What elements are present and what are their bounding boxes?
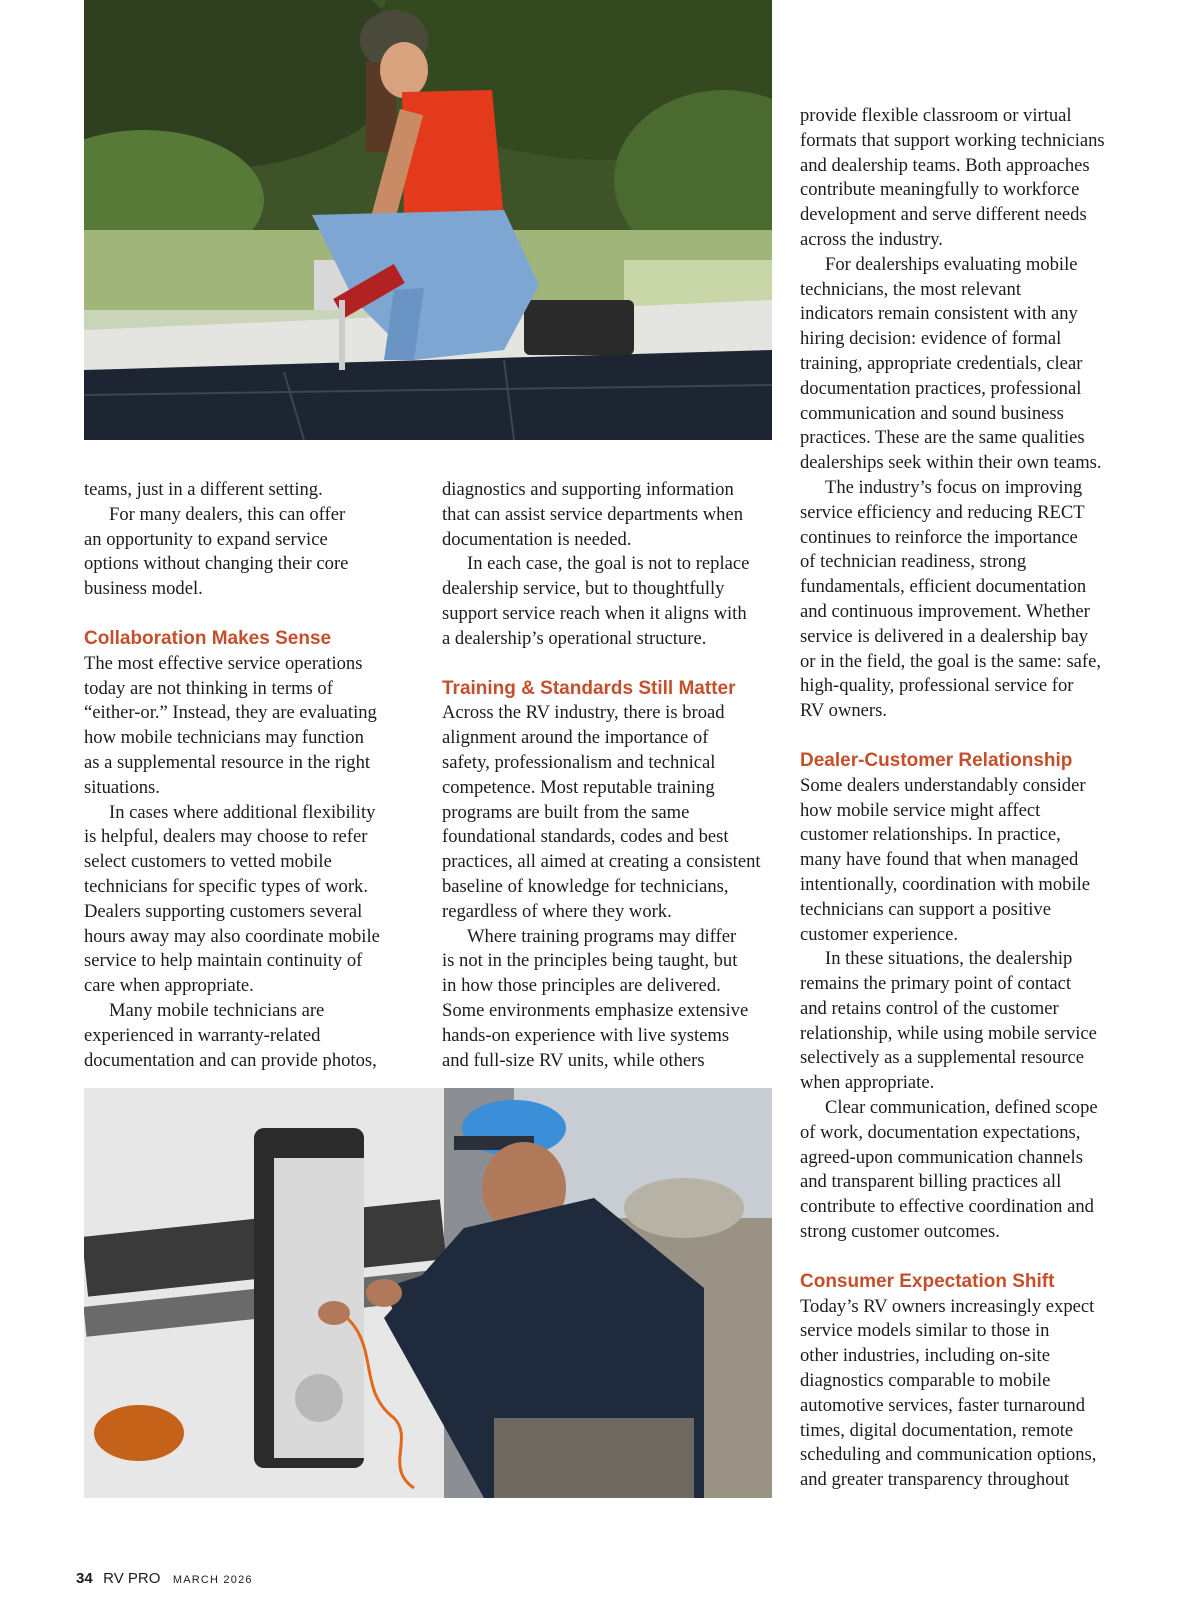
text-line: and retains control of the customer: [800, 997, 1059, 1019]
paragraph: [800, 104, 1134, 253]
text-line: “either-or.” Instead, they are evaluating: [84, 702, 377, 724]
paragraph: [442, 552, 776, 651]
text-line: service is delivered in a dealership bay: [800, 625, 1089, 647]
text-line: hours away may also coordinate mobile: [84, 925, 380, 947]
text-line: diagnostics and supporting information: [442, 479, 734, 500]
text-line: customer experience.: [800, 923, 958, 945]
text-line: formats that support working technicians: [800, 129, 1105, 151]
text-line: technicians can support a positive: [800, 898, 1051, 920]
paragraph: [800, 476, 1134, 724]
text-line: communication and sound business: [800, 402, 1064, 424]
text-line: In cases where additional flexibility: [109, 801, 376, 823]
text-line: In these situations, the dealership: [825, 948, 1073, 970]
text-line: fundamentals, efficient documentation: [800, 576, 1087, 598]
text-line: how mobile service might affect: [800, 799, 1041, 821]
text-line: safety, professionalism and technical: [442, 751, 716, 773]
text-line: The most effective service operations: [84, 652, 363, 674]
text-line: practices, all aimed at creating a consistent: [442, 851, 761, 873]
text-line: and greater transparency throughout: [800, 1469, 1069, 1491]
paragraph: [442, 701, 776, 924]
text-line: an opportunity to expand service: [84, 528, 328, 550]
text-line: hiring decision: evidence of formal: [800, 328, 1062, 350]
paragraph: [800, 947, 1134, 1096]
text-line: in how those principles are delivered.: [442, 975, 721, 997]
text-line: diagnostics comparable to mobile: [800, 1370, 1051, 1392]
section-heading: Dealer-Customer Relationship: [800, 749, 1073, 771]
text-line: baseline of knowledge for technicians,: [442, 875, 729, 897]
text-line: experienced in warranty-related: [84, 1024, 321, 1046]
text-line: continues to reinforce the importance: [800, 526, 1078, 548]
text-line: selectively as a supplemental resource: [800, 1047, 1084, 1069]
text-line: remains the primary point of contact: [800, 973, 1072, 995]
text-line: The industry’s focus on improving: [825, 476, 1083, 498]
text-line: of work, documentation expectations,: [800, 1121, 1081, 1143]
paragraph: [84, 478, 418, 503]
text-line: dealerships seek within their own teams.: [800, 452, 1102, 474]
section-heading: Collaboration Makes Sense: [84, 627, 332, 649]
text-line: intentionally, coordination with mobile: [800, 873, 1091, 895]
text-line: documentation is needed.: [442, 528, 632, 550]
text-line: Many mobile technicians are: [109, 999, 325, 1021]
text-line: technicians for specific types of work.: [84, 875, 368, 897]
article-column-3: [800, 104, 1134, 1493]
text-line: relationship, while using mobile service: [800, 1022, 1097, 1044]
text-line: and dealership teams. Both approaches: [800, 154, 1090, 176]
text-line: foundational standards, codes and best: [442, 826, 729, 848]
rv-compartment-technician-photo: [84, 1088, 772, 1498]
text-line: how mobile technicians may function: [84, 727, 364, 749]
paragraph: [84, 503, 418, 602]
text-line: Today’s RV owners increasingly expect: [800, 1295, 1095, 1317]
text-line: and full-size RV units, while others: [442, 1049, 705, 1071]
text-line: or in the field, the goal is the same: safe,: [800, 650, 1102, 672]
paragraph: [442, 925, 776, 1074]
text-line: care when appropriate.: [84, 975, 254, 997]
text-line: RV owners.: [800, 700, 888, 722]
text-line: strong customer outcomes.: [800, 1221, 1000, 1243]
text-line: teams, just in a different setting.: [84, 479, 323, 500]
text-line: practices. These are the same qualities: [800, 427, 1085, 449]
article-column-2: [442, 478, 776, 1073]
text-line: situations.: [84, 776, 160, 798]
magazine-name: RV PRO: [103, 1570, 161, 1587]
text-line: Some dealers understandably consider: [800, 774, 1086, 796]
paragraph: [442, 478, 776, 552]
text-line: high-quality, professional service for: [800, 675, 1074, 697]
text-line: technicians, the most relevant: [800, 278, 1021, 300]
text-line: Where training programs may differ: [467, 925, 737, 947]
text-line: as a supplemental resource in the right: [84, 751, 371, 773]
paragraph: [84, 801, 418, 999]
text-line: Across the RV industry, there is broad: [442, 702, 725, 724]
text-line: and continuous improvement. Whether: [800, 600, 1090, 622]
text-line: times, digital documentation, remote: [800, 1419, 1074, 1441]
paragraph: [800, 253, 1134, 476]
page-footer: [76, 1570, 253, 1588]
text-line: automotive services, faster turnaround: [800, 1394, 1086, 1416]
text-line: In each case, the goal is not to replace: [467, 553, 750, 575]
text-line: For many dealers, this can offer: [109, 503, 346, 525]
text-line: and transparent billing practices all: [800, 1171, 1062, 1193]
text-line: agreed-upon communication channels: [800, 1146, 1083, 1168]
text-line: a dealership’s operational structure.: [442, 627, 707, 649]
text-line: support service reach when it aligns with: [442, 602, 747, 624]
text-line: customer relationships. In practice,: [800, 824, 1061, 846]
paragraph: [800, 1096, 1134, 1245]
text-line: For dealerships evaluating mobile: [825, 253, 1078, 275]
text-line: business model.: [84, 578, 203, 600]
text-line: Clear communication, defined scope: [825, 1097, 1098, 1119]
text-line: competence. Most reputable training: [442, 776, 715, 798]
text-line: today are not thinking in terms of: [84, 677, 333, 699]
article-column-1: [84, 478, 418, 1073]
text-line: contribute meaningfully to workforce: [800, 179, 1080, 201]
text-line: training, appropriate credentials, clear: [800, 352, 1083, 374]
text-line: dealership service, but to thoughtfully: [442, 578, 725, 600]
text-line: service efficiency and reducing RECT: [800, 501, 1085, 523]
text-line: when appropriate.: [800, 1072, 935, 1094]
text-line: is helpful, dealers may choose to refer: [84, 826, 368, 848]
text-line: hands-on experience with live systems: [442, 1024, 730, 1046]
text-line: indicators remain consistent with any: [800, 303, 1078, 325]
text-line: scheduling and communication options,: [800, 1444, 1097, 1466]
text-line: documentation practices, professional: [800, 377, 1082, 399]
text-line: documentation and can provide photos,: [84, 1049, 377, 1071]
page-number: 34: [76, 1570, 93, 1587]
text-line: across the industry.: [800, 228, 943, 250]
text-line: programs are built from the same: [442, 801, 690, 823]
text-line: other industries, including on-site: [800, 1345, 1050, 1367]
text-line: regardless of where they work.: [442, 900, 672, 922]
paragraph: [800, 774, 1134, 948]
text-line: service to help maintain continuity of: [84, 950, 363, 972]
rv-roof-technician-photo: [84, 0, 772, 440]
text-line: contribute to effective coordination and: [800, 1196, 1094, 1218]
issue-date: MARCH 2026: [172, 1574, 253, 1586]
paragraph: [800, 1295, 1134, 1493]
text-line: development and serve different needs: [800, 204, 1087, 226]
paragraph: [84, 652, 418, 801]
text-line: many have found that when managed: [800, 849, 1079, 871]
text-line: is not in the principles being taught, but: [442, 950, 738, 972]
text-line: provide flexible classroom or virtual: [800, 105, 1072, 126]
text-line: that can assist service departments when: [442, 503, 744, 525]
text-line: Dealers supporting customers several: [84, 900, 363, 922]
text-line: options without changing their core: [84, 553, 349, 575]
section-heading: Training & Standards Still Matter: [442, 677, 736, 699]
text-line: of technician readiness, strong: [800, 551, 1027, 573]
section-heading: Consumer Expectation Shift: [800, 1270, 1055, 1292]
text-line: Some environments emphasize extensive: [442, 999, 749, 1021]
paragraph: [84, 999, 418, 1073]
text-line: service models similar to those in: [800, 1320, 1050, 1342]
text-line: select customers to vetted mobile: [84, 851, 332, 873]
text-line: alignment around the importance of: [442, 727, 709, 749]
